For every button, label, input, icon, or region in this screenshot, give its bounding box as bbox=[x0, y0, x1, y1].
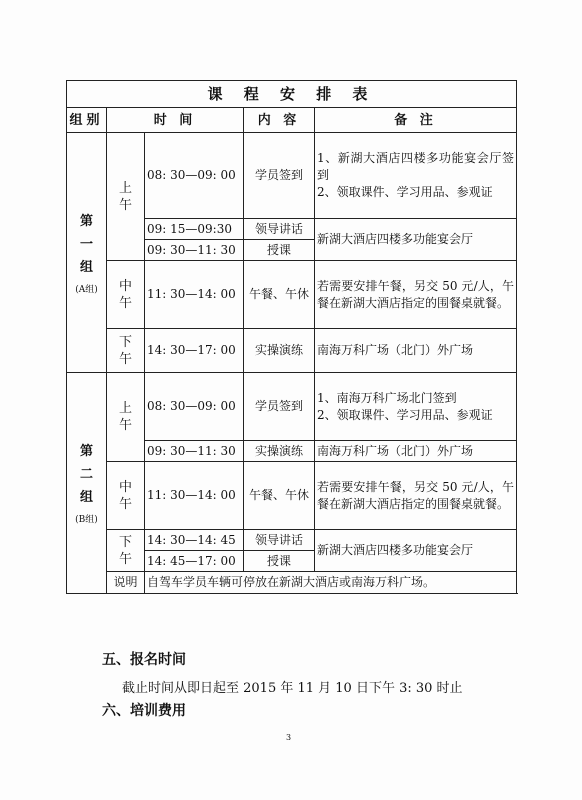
header-group: 组别 bbox=[67, 108, 107, 133]
table-cell-content: 授课 bbox=[244, 551, 315, 572]
period-afternoon: 下 午 bbox=[107, 329, 145, 373]
period-noon: 中 午 bbox=[107, 462, 145, 530]
table-cell-time: 09: 15—09:30 bbox=[145, 219, 244, 240]
table-cell-content: 学员签到 bbox=[244, 133, 315, 219]
table-cell-time: 09: 30—11: 30 bbox=[145, 240, 244, 261]
table-cell-content: 午餐、午休 bbox=[244, 462, 315, 530]
table-cell-content: 领导讲话 bbox=[244, 530, 315, 551]
period-afternoon: 下 午 bbox=[107, 530, 145, 572]
table-cell-content: 午餐、午休 bbox=[244, 261, 315, 329]
header-note: 备 注 bbox=[315, 108, 517, 133]
table-cell-time: 09: 30—11: 30 bbox=[145, 441, 244, 462]
section5-text: 截止时间从即日起至 2015 年 11 月 10 日下午 3: 30 时止 bbox=[122, 681, 463, 696]
table-cell-note: 南海万科广场（北门）外广场 bbox=[315, 329, 517, 373]
explain-text: 自驾车学员车辆可停放在新湖大酒店或南海万科广场。 bbox=[145, 572, 517, 594]
table-cell-note: 南海万科广场（北门）外广场 bbox=[315, 441, 517, 462]
table-cell-content: 授课 bbox=[244, 240, 315, 261]
course-schedule-table bbox=[66, 80, 517, 594]
table-cell-content: 领导讲话 bbox=[244, 219, 315, 240]
table-cell-time: 14: 45—17: 00 bbox=[145, 551, 244, 572]
table-cell-time: 14: 30—14: 45 bbox=[145, 530, 244, 551]
table-cell-content: 实操演练 bbox=[244, 441, 315, 462]
table-cell-time: 11: 30—14: 00 bbox=[145, 261, 244, 329]
section6-heading: 六、培训费用 bbox=[102, 703, 186, 719]
table-cell-time: 08: 30—09: 00 bbox=[145, 133, 244, 219]
table-cell-time: 11: 30—14: 00 bbox=[145, 462, 244, 530]
group2-label: 第 二 组 (B组) bbox=[67, 373, 107, 594]
table-cell-note: 若需要安排午餐，另交 50 元/人，午餐在新湖大酒店指定的围餐桌就餐。 bbox=[315, 462, 517, 530]
table-cell-note: 1、新湖大酒店四楼多功能宴会厅签到 2、领取课件、学习用品、参观证 bbox=[315, 133, 517, 219]
period-morning: 上 午 bbox=[107, 133, 145, 261]
explain-label: 说明 bbox=[107, 572, 145, 594]
section5-heading: 五、报名时间 bbox=[102, 652, 186, 668]
table-cell-content: 实操演练 bbox=[244, 329, 315, 373]
table-cell-note: 新湖大酒店四楼多功能宴会厅 bbox=[315, 219, 517, 261]
table-cell-time: 14: 30—17: 00 bbox=[145, 329, 244, 373]
table-cell-note: 若需要安排午餐，另交 50 元/人，午餐在新湖大酒店指定的围餐桌就餐。 bbox=[315, 261, 517, 329]
table-cell-content: 学员签到 bbox=[244, 373, 315, 441]
table-title: 课 程 安 排 表 bbox=[67, 81, 517, 108]
period-noon: 中 午 bbox=[107, 261, 145, 329]
table-cell-note: 新湖大酒店四楼多功能宴会厅 bbox=[315, 530, 517, 572]
group1-label: 第 一 组 (A组) bbox=[67, 133, 107, 373]
header-content: 内 容 bbox=[244, 108, 315, 133]
table-cell-note: 1、南海万科广场北门签到 2、领取课件、学习用品、参观证 bbox=[315, 373, 517, 441]
page-number: 3 bbox=[286, 733, 292, 742]
header-time: 时 间 bbox=[107, 108, 244, 133]
period-morning: 上 午 bbox=[107, 373, 145, 462]
table-cell-time: 08: 30—09: 00 bbox=[145, 373, 244, 441]
